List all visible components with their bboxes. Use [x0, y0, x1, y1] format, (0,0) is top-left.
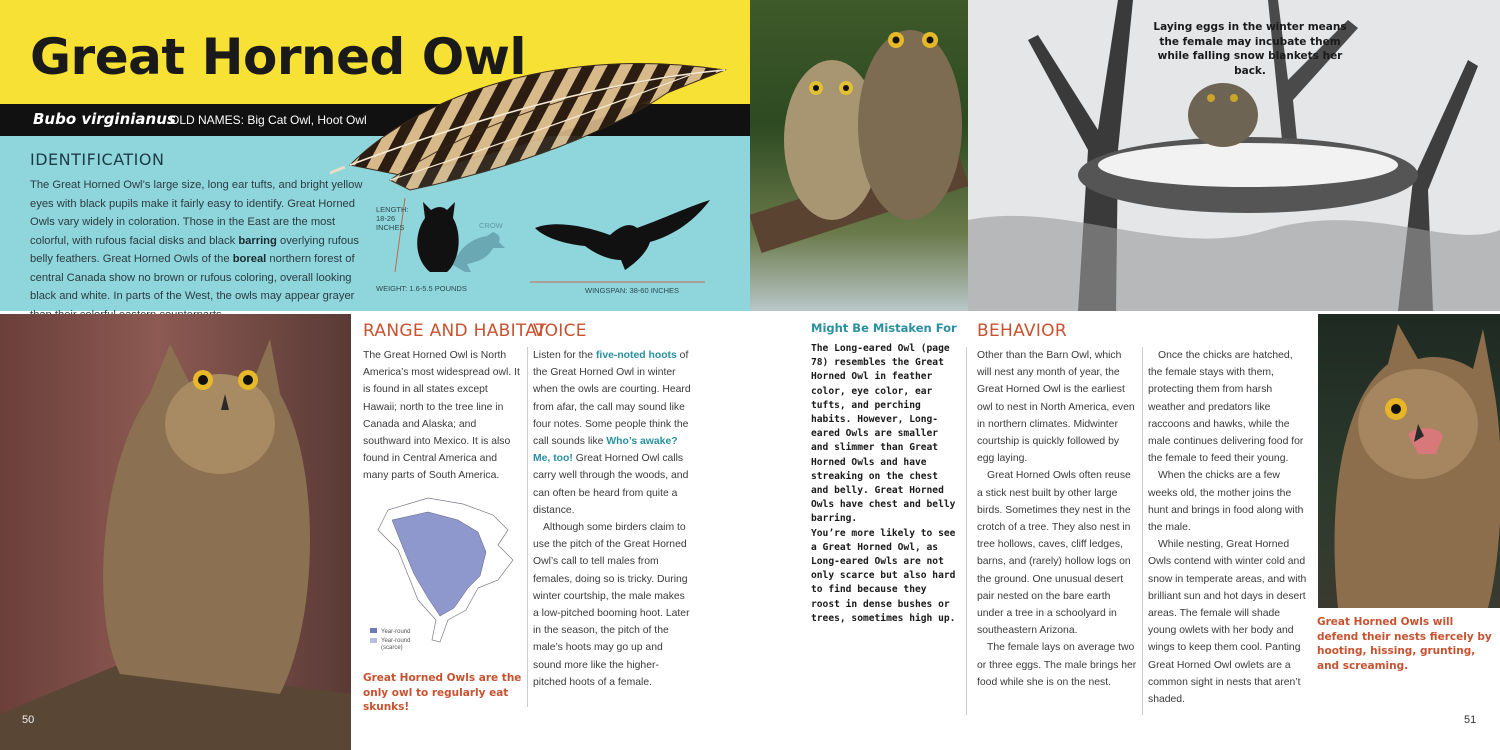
identification-heading: IDENTIFICATION: [30, 150, 165, 169]
behavior-heading: BEHAVIOR: [977, 321, 1067, 341]
weight-label: WEIGHT: 1.6-5.5 POUNDS: [376, 284, 467, 293]
mistaken-text: The Long-eared Owl (page 78) resembles the Great Horned Owl in feather color, eye color, ear tufts, and perching habits. However, Long-eared Owls are smaller and slimmer than Great Horned Owls and have streaking on the chest and belly. Great Horned Owls have chest and belly barring. You’re more likely to see a Great Horned Owl, as Long-eared Owls are not only scarce but also hard to find because they roost in dense bushes or trees, sometimes high up.: [811, 343, 956, 624]
page-title: Great Horned Owl: [30, 28, 527, 86]
column-divider: [527, 347, 528, 707]
identification-text: The Great Horned Owl’s large size, long ear tufts, and bright yellow eyes with black pupils make it fairly easy to identify. Great Horned Owls vary widely in coloration. Those in the East are the most colorful, with rufous facial disks and black barring overlying rufous belly feathers. Great Horned Owls of the boreal northern forest of central Canada show no brown or rufous coloring, overall looking black and white. In parts of the West, the owls may appear grayer: [30, 179, 363, 302]
column-divider: [1142, 347, 1143, 715]
map-legend-scarce: Year-round (scarce): [381, 638, 411, 651]
behavior-column-2: Once the chicks are hatched, the female stays with them, protecting them from harsh weather and predators like raccoons and hawks, while the male continues delivering food for the female to feed their young. When the chicks are a few weeks old, the mother joins the hunt and brings in food along with the male. While nesting, Great Horned Owls contend with winter cold and snow in temperate areas, and with brilliant sun and hot days in desert areas. The female will shade young owlets with her body and wings to keep them cool. Panting Great Horned Owl owlets are a common sight in nests that aren’t shaded.: [1148, 350, 1307, 706]
page-number-right: 51: [1464, 714, 1477, 726]
hissing-owl-photo: [1318, 314, 1500, 608]
behavior-column-1: Other than the Barn Owl, which will nest any month of year, the Great Horned Owl is the earliest owl to nest in North America, even in northern climates. Midwinter courtship is quickly followed by egg laying. Great Horned Owls often reuse a stick nest built by other large birds. Sometimes they nest in the crotch of a tree. They also nest in tree hollows, caves, cliff ledges, barns, and (rarely) hollow logs on the ground. One unusual desert pair nested on the bare earth under a tree in a schoolyard in southeastern Arizona. The female lays on average two or three eggs. The male brings her food while she is on the nest.: [977, 350, 1137, 688]
wingspan-label: WINGSPAN: 38-60 INCHES: [585, 286, 680, 295]
defend-nest-caption: Great Horned Owls will defend their nests fiercely by hooting, hissing, grunting, and screaming.: [1317, 616, 1492, 672]
feathers-illustration: [330, 25, 750, 195]
skunk-caption: Great Horned Owls are the only owl to regularly eat skunks!: [363, 672, 522, 713]
range-text: The Great Horned Owl is North America’s most widespread owl. It is found in all states except Hawaii; north to the tree line in Canada and Alaska; and southward into Mexico. It is also found in Central America and many parts of South America.: [363, 350, 520, 482]
map-legend-year-round: Year-round: [381, 629, 411, 635]
length-label: LENGTH: 18-26 INCHES: [376, 205, 409, 232]
mistaken-heading: Might Be Mistaken For: [811, 321, 957, 335]
voice-text: Listen for the five-noted hoots of the Great Horned Owl in winter when the owls are courting. Heard from afar, the call may sound like four notes. Some people think the call sounds like Who’s awake? Me, too! Great Horned Owl calls carry well through the woods, and can often be heard from quite a distance. Although some birders claim to use the pitch of the Great Horned Owl’s call to tell males from females, doing so is tricky. During winter courtship, the male makes a low-pitched booming hoot. Later in the season, the pitch of the male’s hoots may go up and sound more like the higher-pitched hoots of a female.: [533, 350, 691, 688]
range-map: [368, 490, 520, 650]
owlets-photo: [750, 0, 968, 311]
range-heading: RANGE AND HABITAT: [363, 321, 547, 341]
scientific-name: Bubo virginianus: [33, 110, 176, 128]
crow-label: CROW: [479, 221, 503, 230]
snow-caption: Laying eggs in the winter means the female may incubate them while falling snow blankets her back.: [1153, 21, 1347, 77]
column-divider: [966, 347, 967, 715]
old-names: OLD NAMES: Big Cat Owl, Hoot Owl: [170, 113, 367, 127]
voice-heading: VOICE: [533, 321, 587, 341]
perched-owl-photo: [0, 314, 351, 750]
page-number-left: 50: [22, 714, 35, 726]
